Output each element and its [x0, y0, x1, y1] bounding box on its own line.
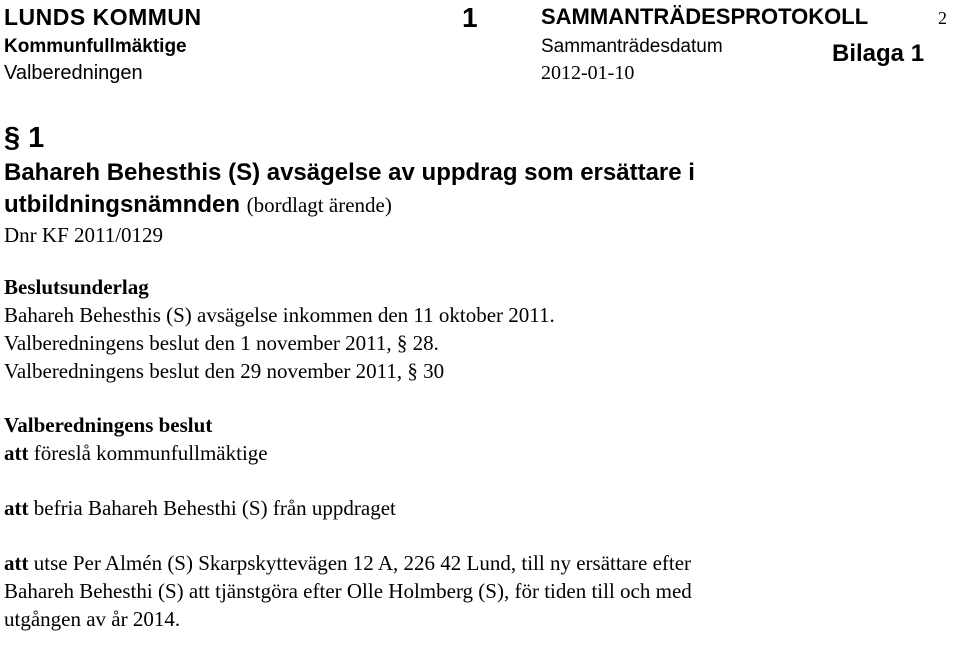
meeting-date-label: Sammanträdesdatum: [541, 36, 723, 57]
attachment-label: Bilaga 1: [832, 40, 925, 67]
decision-clause-1: [4, 494, 954, 522]
item-title-committee: utbildningsnämnden: [4, 191, 240, 218]
agenda-item: [4, 122, 954, 633]
item-title: [4, 157, 954, 221]
basis-line-3: Valberedningens beslut den 29 november 2011, § 30: [4, 359, 445, 383]
decision-clause-2-line-2: Bahareh Behesthi (S) att tjänstgöra efter Olle Holmberg (S), för tiden till och med: [4, 579, 692, 603]
case-reference: Dnr KF 2011/0129: [4, 223, 164, 247]
item-title-line-1: Bahareh Behesthis (S) avsägelse av uppdrag som ersättare i: [4, 159, 695, 186]
decision-clause-2: [4, 549, 954, 577]
organization-name: LUNDS KOMMUN: [4, 4, 202, 30]
decision-intro-text: föreslå kommunfullmäktige: [33, 441, 268, 465]
page-number: 2: [938, 8, 947, 28]
assembly-name: Kommunfullmäktige: [4, 36, 187, 57]
document-type: SAMMANTRÄDESPROTOKOLL: [541, 4, 869, 29]
header-section-number: 1: [462, 2, 478, 33]
decision-clause-1-text: befria Bahareh Behesthi (S) från uppdraget: [33, 496, 396, 520]
decision-clause-2-line-3: utgången av år 2014.: [4, 607, 181, 631]
att-keyword: att: [4, 441, 29, 465]
decision-heading: Valberedningens beslut: [4, 413, 213, 437]
decision-clause-2-line-1: utse Per Almén (S) Skarpskyttevägen 12 A, 226 42 Lund, till ny ersättare efter: [33, 551, 692, 575]
att-keyword: att: [4, 551, 29, 575]
decision-intro: [4, 439, 954, 467]
basis-line-2: Valberedningens beslut den 1 november 2011, § 28.: [4, 331, 439, 355]
item-title-note: (bordlagt ärende): [246, 193, 392, 217]
meeting-date: 2012-01-10: [541, 62, 635, 84]
item-title-line-2: [4, 189, 954, 221]
basis-heading: Beslutsunderlag: [4, 275, 149, 299]
att-keyword: att: [4, 496, 29, 520]
paragraph-heading: § 1: [4, 122, 45, 154]
basis-line-1: Bahareh Behesthis (S) avsägelse inkommen den 11 oktober 2011.: [4, 303, 555, 327]
committee-name: Valberedningen: [4, 62, 143, 84]
